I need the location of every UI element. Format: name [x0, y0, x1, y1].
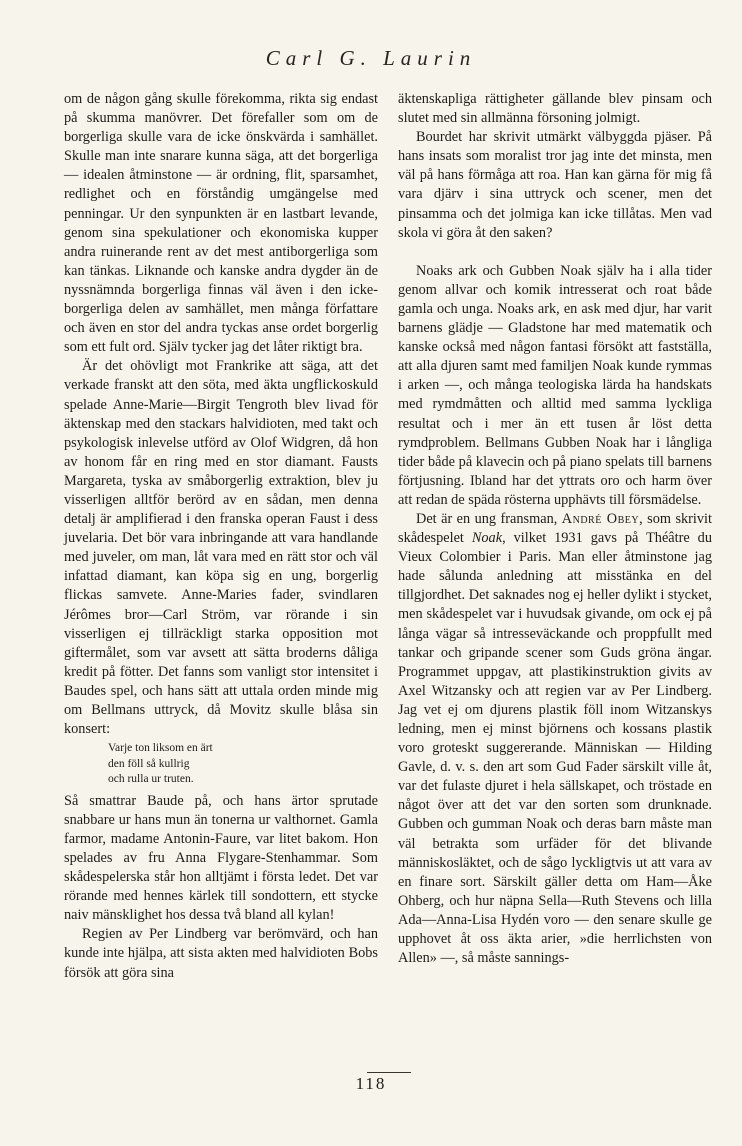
verse-line: Varje ton liksom en ärt	[108, 742, 213, 755]
play-title: Noak	[471, 530, 503, 547]
paragraph: äktenskapliga rättigheter gällande blev pinsam och slutet med sin allmänna försoning jolmigt.	[398, 91, 712, 127]
author-name: André Obey	[561, 510, 640, 527]
running-header: Carl G. Laurin	[265, 46, 477, 70]
folio-rule	[367, 1072, 411, 1073]
paragraph	[398, 510, 712, 968]
text-run: , vilket 1931 gavs på Théâtre du Vieux Colombier i Paris. Man eller åtminstone jag hade sålunda anledning att misstänka en del tillgjordhet. Det saknades nog ej heller dylikt i stycket, men skådespelet var i huvudsak givande, om ock ej på långa vägar så intresseväckande och proppfullt med tankar och gripande scener som Guds gröna ängar. Programmet uppgav, att plastikinstruktion givits av Axel Witzansky och att regien var av Per Lindberg. Jag vet ej om djurens plastik föll inom Witzanskys ledning, men ej minst björnens och kossans plastik voro groteskt suggererande. Människan — Hilding Gavle, d. v. s. den art som Gud Fader särskilt ville åt, var det fulaste djuret i hela sällskapet, och tröstade en något över att det var den sorten som drunknade. Gubben och gumman Noak och deras barn måste man väl betrakta som urfäder för det blivande människosläktet, och de sågo lyckligtvis ut att vara av en finare sort. Särskilt gäller detta om Ham—Åke Ohberg, och hur näpna Sella—Ruth Stevens och lilla Ada—Anna-Lisa Hydén voro — den senare skulle ge upphovet åt oss äkta arier, »die herrlichsten von Allen» —, så måste sannings-	[398, 530, 712, 967]
text-run: , som skrivit skådespelet	[398, 510, 712, 547]
verse-line: och rulla ur truten.	[108, 773, 194, 786]
paragraph: Bourdet har skrivit utmärkt välbyggda pjäser. På hans insats som moralist tror jag inte det minsta, men väl på hans förmåga att roa. Han kan gärna för mig få vara djärv i sina uttryck och scener, men det pinsamma och det jolmiga kan icke tillåtas. Men vad skola vi göra åt den saken?	[398, 129, 712, 241]
paragraph: Regien av Per Lindberg var berömvärd, och han kunde inte hjälpa, att sista akten med halvidioten Bobs försök att göra sina	[64, 926, 378, 981]
text-run: Det är en ung fransman,	[416, 510, 558, 527]
left-column	[64, 90, 378, 983]
page-number: 118	[355, 1074, 387, 1093]
paragraph: om de någon gång skulle förekomma, rikta sig endast på skumma manövrer. Det förefaller som om de borgerliga skulle vara de icke önskvärda i samhället. Skulle man inte snarare kunna säga, att det borgerliga — idealen åtminstone — är ordning, flit, sparsamhet, redlighet och en förståndig umgängelse med penningar. Ur den synpunkten är en lastbart levande, genom sina spekulationer och ekonomiska kupper andra ruinerande rent av det mest antiborgerliga som kan tänkas. Liknande och kanske andra dygder än de nyssnämnda borgerliga finnas väl även i den icke-borgerliga delen av samhället, men många författare och även en stor del andra tyckas anse ordet borgerlig som ett fult ord. Själv tycker jag det låter riktigt bra.	[64, 91, 378, 356]
paragraph: Noaks ark och Gubben Noak själv ha i alla tider genom allvar och komik intresserat och roat både gamla och unga. Noaks ark, en ask med djur, har varit barnens glädje — Gladstone har med matematik och kanske också med någon fantasi försökt att fastställa, att alla djuren samt med familjen Noak kunde rymmas i arken —, och många teologiska lärda ha handskats med rymdmåtten och alltid med samma lyckliga resultat och i mer än ett tusen år löst detta rymdproblem. Bellmans Gubben Noak har i långliga tider både på klavecin och på piano spelats till barnens förtjusning. Ibland har det yttrats oro och harm över att redan de späda rösterna upphävts till försmädelse.	[398, 262, 712, 508]
verse-line: den föll så kullrig	[108, 757, 190, 770]
paragraph: Så smattrar Baude på, och hans ärtor sprutade snabbare ur hans mun än tonerna ur valthornet. Gamla farmor, madame Antonin-Faure, var litet bakom. Hon spelades av fru Anna Flygare-Stenhammar. Som skådespelerska står hon alltjämt i första ledet. Det var rörande med hennes kärlek till sondottern, ett stycke naiv mänsklighet hos dessa två bland all kylan!	[64, 792, 378, 924]
verse-quote	[108, 741, 378, 788]
paragraph: Är det ohövligt mot Frankrike att säga, att det verkade franskt att den söta, med äkta ungflickoskuld spelade Anne-Marie—Birgit Tengroth blev livad för äktenskap med den stackars halvidioten, med takt och psykologisk inlevelse utförd av Olof Widgren, då hon av honom får en ring med en stor diamant. Fausts Margareta, tyska av småborgerlig extraktion, blev ju visserligen alltför berörd av en sådan, men denna detalj är amplifierad i den franska operan Faust i dess juvelaria. Det bör vara inbringande att vara handlande med juveler, om man, låt vara med en rätt stor och väl infattad diamant, kan köpa sig en ung, borgerlig flickas samvete. Anne-Maries fader, svindlaren Jérômes bror—Carl Ström, var rörande i sin visserligen ej tillräckligt starka opposition mot giftermålet, som var avsett att sätta broderns dåliga kredit på fötter. Det fanns som vanligt stor intensitet i Baudes spel, och hans sätt att uttala orden minde mig om Bellmans uttryck, då Movitz skulle blåsa sin konsert:	[64, 358, 378, 738]
right-column	[398, 90, 712, 968]
